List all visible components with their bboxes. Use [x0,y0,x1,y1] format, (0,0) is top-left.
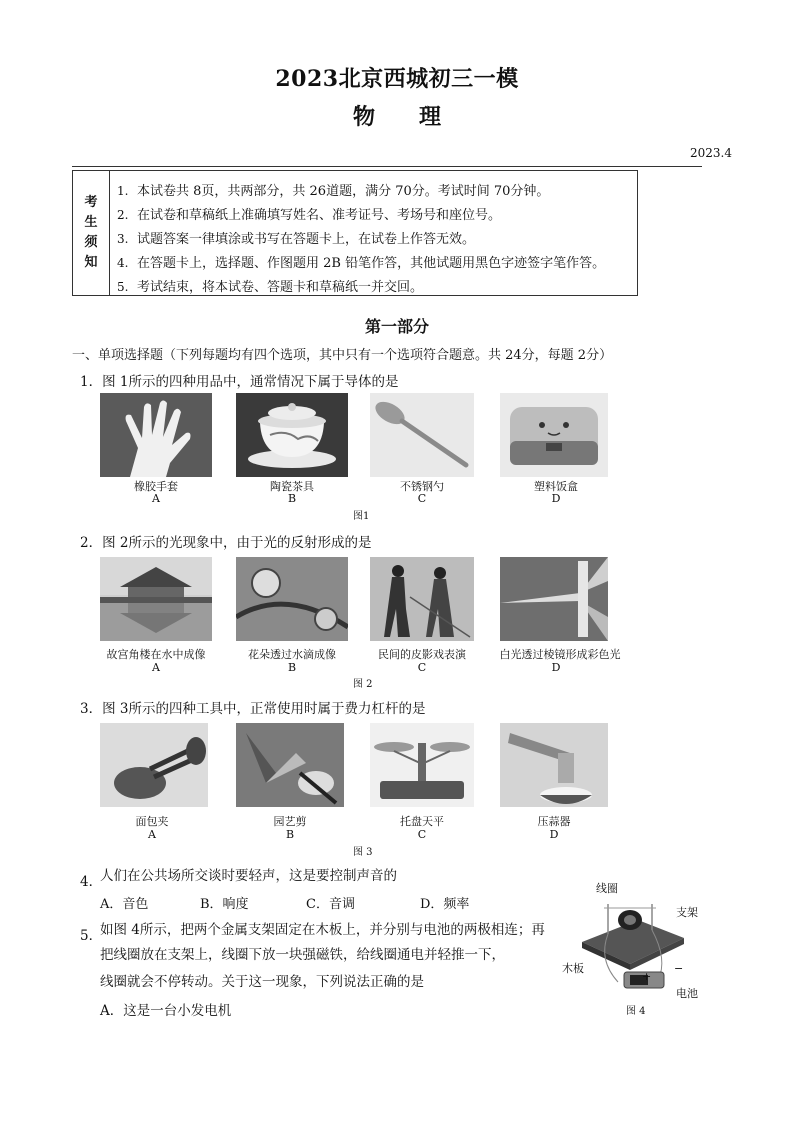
figure-4-label: 图 4 [626,1006,646,1017]
notice-label [73,171,110,295]
notice-item [117,203,605,227]
water-drop-image [236,557,348,641]
q3-caption-d: 压蒜器 [537,815,571,828]
q3-letter-a: A [148,828,156,841]
q2-letter-c: C [417,661,427,674]
q3-caption-c: 托盘天平 [400,815,444,828]
prism-image [500,557,608,641]
q4-option-a: A．音色 [100,897,149,912]
q4-num: 4． [80,874,103,890]
q1-letter-c: C [417,492,427,505]
q1-caption-c: 不锈钢勺 [400,480,444,493]
notice-item [117,179,605,203]
q5-num: 5． [80,928,103,944]
section-heading: 一、单项选择题（下列每题均有四个选项，其中只有一个选项符合题意。共 24分，每题 2分） [72,348,613,363]
q2-caption-b: 花朵透过水滴成像 [248,648,336,661]
notice-box [72,170,638,296]
q3-letter-c: C [417,828,427,841]
balance-scale-image [370,723,474,807]
q1-letter-d: D [551,492,561,505]
q1-letter-b: B [287,492,297,505]
shadow-puppet-image [370,557,474,641]
notice-text: 在答题卡上，选择题、作图题用 2B 铅笔作答，其他试题用黑色字迹签字笔作答。 [137,256,606,271]
header-rule [72,166,702,167]
q2-caption-a: 故宫角楼在水中成像 [106,648,206,661]
notice-item [117,227,605,251]
q3-stem: 3．图 3所示的四种工具中，正常使用时属于费力杠杆的是 [80,701,426,717]
notice-label-char: 须 [84,235,98,250]
exam-date: 2023.4 [690,146,732,160]
q5-line-3: 线圈就会不停转动。关于这一现象，下列说法正确的是 [100,974,424,990]
q2-letter-a: A [152,661,160,674]
label-plus: + [642,970,652,983]
notice-label-char: 考 [84,195,98,210]
q3-caption-b: 园艺剪 [273,815,307,828]
label-bracket: 支架 [676,906,698,919]
spoon-image [370,393,474,477]
figure-2-label: 图 2 [353,679,373,690]
notice-text: 考试结束，将本试卷、答题卡和草稿纸一并交回。 [137,280,424,295]
label-board: 木板 [562,962,584,975]
label-coil: 线圈 [596,882,618,895]
q1-caption-a: 橡胶手套 [134,480,178,493]
notice-text: 本试卷共 8页，共两部分，共 26道题，满分 70分。考试时间 70分钟。 [137,184,550,199]
q2-caption-d: 白光透过棱镜形成彩色光 [499,648,621,661]
notice-text: 试题答案一律填涂或书写在答题卡上，在试卷上作答无效。 [137,232,476,247]
lunchbox-image [500,393,608,477]
q1-caption-b: 陶瓷茶具 [270,480,314,493]
q2-letter-d: D [551,661,561,674]
part-title: 第一部分 [364,317,429,336]
q5-line-2: 把线圈放在支架上，线圈下放一块强磁铁，给线圈通电并轻推一下， [100,947,505,963]
notice-text: 在试卷和草稿纸上准确填写姓名、准考证号、考场号和座位号。 [137,208,502,223]
notice-num: 4. [117,256,129,270]
q2-caption-c: 民间的皮影戏表演 [378,648,466,661]
q4-option-b: B．响度 [200,897,249,912]
notice-num: 2. [117,208,129,222]
figure-3-label: 图 3 [353,847,373,858]
bread-tongs-image [100,723,208,807]
notice-num: 3. [117,232,129,246]
q1-letter-a: A [152,492,160,505]
q5-option-a: A．这是一台小发电机 [100,1003,232,1019]
notice-num: 1. [117,184,129,198]
q1-stem: 1．图 1所示的四种用品中，通常情况下属于导体的是 [80,374,399,390]
notice-item [117,275,605,299]
q3-caption-a: 面包夹 [135,815,169,828]
label-battery: 电池 [676,987,698,1000]
notice-item [117,251,605,275]
q4-option-c: C．音调 [306,897,355,912]
label-minus: − [674,962,684,975]
q3-letter-d: D [549,828,559,841]
garlic-press-image [500,723,608,807]
garden-shears-image [236,723,344,807]
notice-list [117,179,605,299]
q2-letter-b: B [287,661,297,674]
figure-1-label: 图1 [353,511,370,522]
q2-stem: 2．图 2所示的光现象中，由于光的反射形成的是 [80,535,372,551]
notice-num: 5. [117,280,129,294]
palace-reflection-image [100,557,212,641]
q4-option-d: D．频率 [420,897,470,912]
glove-image [100,393,212,477]
subject-title: 物理 [352,104,485,130]
q1-caption-d: 塑料饭盒 [534,480,578,493]
page-title: 2023北京西城初三一模 [275,66,519,92]
q4-stem: 人们在公共场所交谈时要轻声，这是要控制声音的 [100,868,397,884]
q3-letter-b: B [285,828,295,841]
notice-label-char: 生 [84,215,98,230]
notice-label-char: 知 [84,255,98,270]
q5-line-1: 如图 4所示，把两个金属支架固定在木板上，并分别与电池的两极相连；再 [100,922,545,938]
teacup-image [236,393,348,477]
